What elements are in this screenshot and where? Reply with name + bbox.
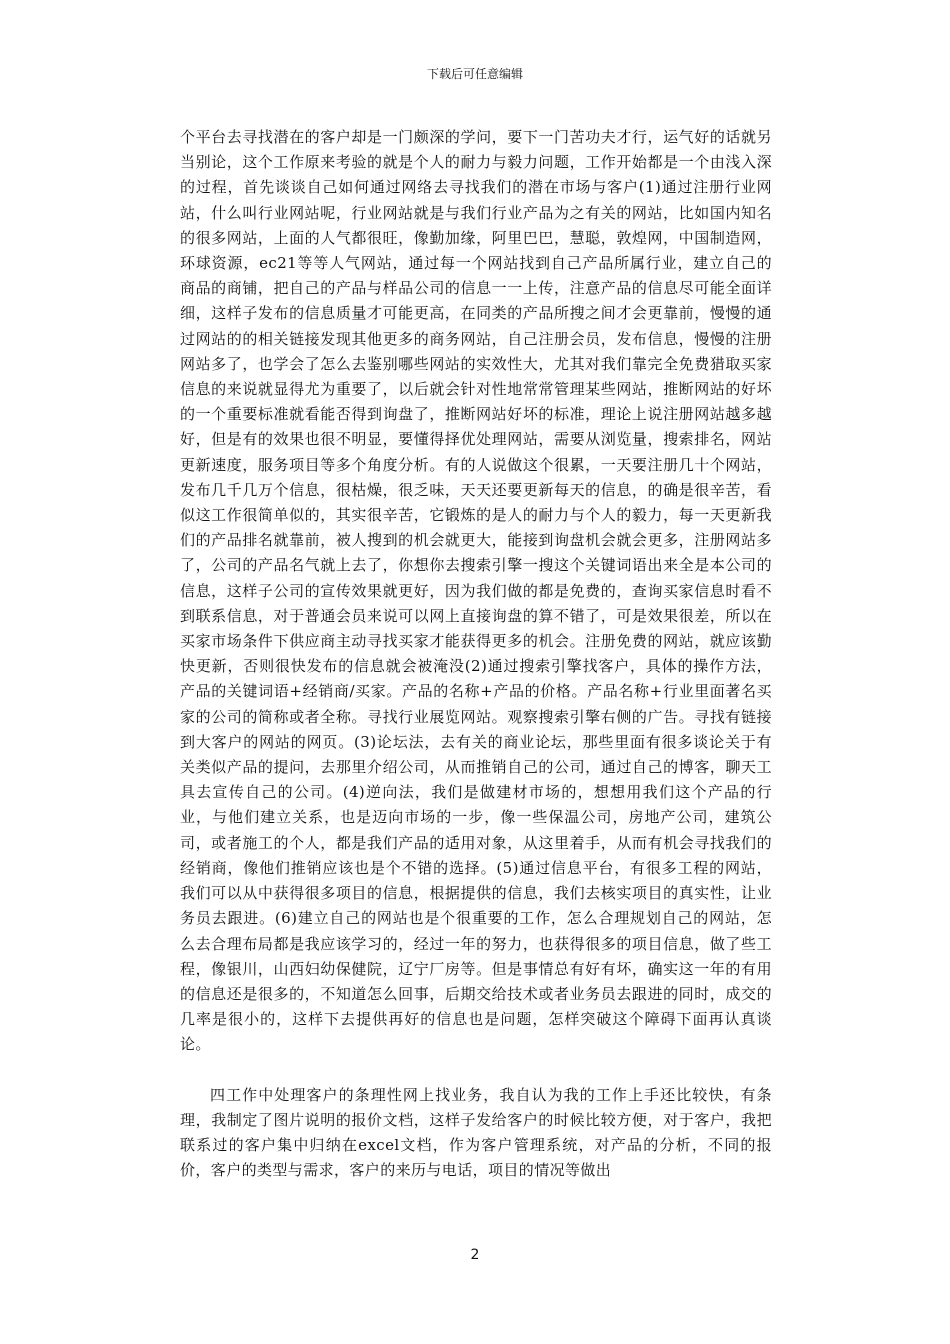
page-number: 2 <box>470 1247 480 1263</box>
page-header: 下载后可任意编辑 <box>426 67 523 81</box>
paragraph: 四工作中处理客户的条理性网上找业务，我自认为我的工作上手还比较快，有条理，我制定了图片说明的报价文档，这样子发给客户的时候比较方便，对于客户，我把联系过的客户集中归纳在excel文档，作为客户管理系统，对产品的分析，不同的报价，客户的类型与需求，客户的来历与电话，项目的情况等做出 <box>180 1085 772 1180</box>
paragraph: 个平台去寻找潜在的客户却是一门颇深的学问，要下一门苦功夫才行，运气好的话就另当别论，这个工作原来考验的就是个人的耐力与毅力问题，工作开始都是一个由浅入深的过程，首先谈谈自己如何通过网络去寻找我们的潜在市场与客户(1)通过注册行业网站，什么叫行业网站呢，行业网站就是与我们行业产品为之有关的网站，比如国内知名的很多网站，上面的人气都很旺，像勤加缘，阿里巴巴，慧聪，敦煌网，中国制造网，环球资源，ec21等等人气网站，通过每一个网站找到自己产品所属行业，建立自己的商品的商铺，把自己的产品与样品公司的信息一一上传，注意产品的信息尽可能全面详细，这样子发布的信息质量才可能更高，在同类的产品所搜之间才会更靠前，慢慢的通过网站的的相关链接发现其他更多的商务网站，自己注册会员，发布信息，慢慢的注册网站多了，也学会了怎么去鉴别哪些网站的实效性大，尤其对我们靠完全免费猎取买家信息的来说就显得尤为重要了，以后就会针对性地常常管理某些网站，推断网站的好坏的一个重要标准就看能否得到询盘了，推断网站好坏的标准，理论上说注册网站越多越好，但是有的效果也很不明显，要懂得择优处理网站，需要从浏览量，搜索排名，网站更新速度，服务项目等多个角度分析。有的人说做这个很累，一天要注册几十个网站，发布几千几万个信息，很枯燥，很乏味，天天还要更新每天的信息，的确是很辛苦，看似这工作很简单似的，其实很辛苦，它锻炼的是人的耐力与个人的毅力，每一天更新我们的产品排名就靠前，被人搜到的机会就更大，能接到询盘机会就会更多，注册网站多了，公司的产品名气就上去了，你想你去搜索引擎一搜这个关键词语出来全是本公司的信息，这样子公司的宣传效果就更好，因为我们做的都是免费的，查询买家信息时看不到联系信息，对于普通会员来说可以网上直接询盘的算不错了，可是效果很差，所以在买家市场条件下供应商主动寻找买家才能获得更多的机会。注册免费的网站，就应该勤快更新，否则很快发布的信息就会被淹没(2)通过搜索引擎找客户，具体的操作方法，产品的关键词语+经销商/买家。产品的名称+产品的价格。产品名称+行业里面著名买家的公司的简称或者全称。寻找行业展览网站。观察搜索引擎右侧的广告。寻找有链接到大客户的网站的网页。(3)论坛法，去有关的商业论坛，那些里面有很多谈论关于有关类似产品的提问，去那里介绍公司，从而推销自己的公司，通过自己的博客，聊天工具去宣传自己的公司。(4)逆向法，我们是做建材市场的，想想用我们这个产品的行业，与他们建立关系，也是迈向市场的一步，像一些保温公司，房地产公司，建筑公司，或者施工的个人，都是我们产品的适用对象，从这里着手，从而有机会寻找我们的经销商，像他们推销应该也是个不错的选择。(5)通过信息平台，有很多工程的网站，我们可以从中获得很多项目的信息，根据提供的信息，我们去核实项目的真实性，让业务员去跟进。(6)建立自己的网站也是个很重要的工作，怎么合理规划自己的网站，怎么去合理布局都是我应该学习的，经过一年的努力，也获得很多的项目信息，做了些工程，像银川，山西妇幼保健院，辽宁厂房等。但是事情总有好有坏，确实这一年的有用的信息还是很多的，不知道怎么回事，后期交给技术或者业务员去跟进的同时，成交的几率是很小的，这样下去提供再好的信息也是问题，怎样突破这个障碍下面再认真谈论。 <box>180 128 772 1054</box>
document-body <box>180 125 772 1183</box>
